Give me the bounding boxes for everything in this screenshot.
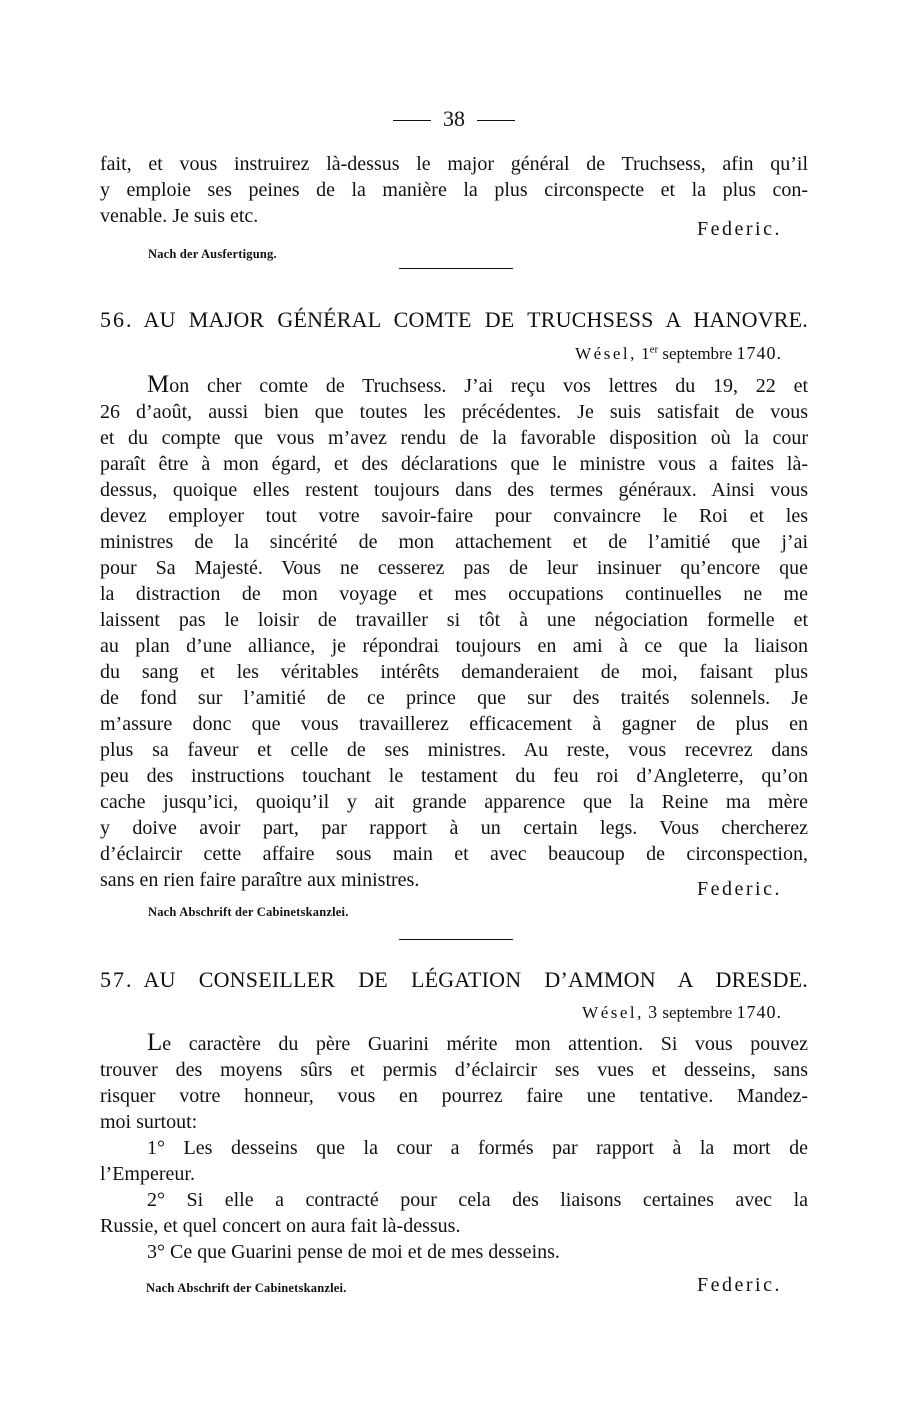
letter-number: 57. [100,967,134,992]
page-number-dash-right [477,120,515,121]
letter-title: AU CONSEILLER DE LÉGATION D’AMMON A DRESDE. [143,967,808,992]
page-number: 38 [100,106,808,132]
text-line: moi surtout: [100,1111,198,1133]
text-line: plus sa faveur et celle de ses ministres. Au reste, vous recevrez dans [100,739,808,761]
section-divider [399,268,513,269]
text-line: au plan d’une alliance, je répondrai toujours en ami à ce que la liaison [100,635,808,657]
text-line: Le caractère du père Guarini mérite mon attention. Si vous pouvez [147,1029,808,1056]
text-line: devez employer tout votre savoir-faire pour convaincre le Roi et les [100,505,808,527]
page-number-dash-left [393,120,431,121]
text-line: y emploie ses peines de la manière la plus circonspecte et la plus con- [100,179,808,201]
list-marker: 2° [147,1189,165,1211]
text-line: cache jusqu’ici, quoiqu’il y ait grande apparence que la Reine ma mère [100,791,808,813]
text-line: Russie, et quel concert on aura fait là-dessus. [100,1215,461,1237]
text-line: Mon cher comte de Truchsess. J’ai reçu vos lettres du 19, 22 et [147,371,808,398]
text-line: du sang et les véritables intérêts demanderaient de moi, faisant plus [100,661,808,683]
list-marker: 3° [147,1241,165,1263]
source-note: Nach Abschrift der Cabinetskanzlei. [148,905,349,919]
text-line: sans en rien faire paraître aux ministres. [100,869,420,891]
text-line: l’Empereur. [100,1163,195,1185]
letter-heading [100,966,808,994]
text-line: y doive avoir part, par rapport à un certain legs. Vous chercherez [100,817,808,839]
text-line: la distraction de mon voyage et mes occupations continuelles ne me [100,583,808,605]
text-line: peu des instructions touchant le testament du feu roi d’Angleterre, qu’on [100,765,808,787]
source-note: Nach Abschrift der Cabinetskanzlei. [146,1281,347,1295]
text-line: paraît être à mon égard, et des déclarations que le ministre vous a faites là- [100,453,808,475]
letter-body [100,372,808,893]
text-line: trouver des moyens sûrs et permis d’éclaircir ses vues et desseins, sans [100,1059,808,1081]
text-line: m’assure donc que vous travaillerez efficacement à gagner de plus en [100,713,808,735]
letter-heading [100,306,808,334]
signature: Federic. [697,878,782,900]
text-line: d’éclaircir cette affaire sous main et avec beaucoup de circonspection, [100,843,808,865]
list-item: 2° Si elle a contracté pour cela des liaisons certaines avec la [147,1189,808,1211]
text-line: laissent pas le loisir de travailler si tôt à une négociation formelle et [100,609,808,631]
letter-title: AU MAJOR GÉNÉRAL COMTE DE TRUCHSESS A HANOVRE. [143,307,808,332]
text-line: dessus, quoique elles restent toujours dans des termes généraux. Ainsi vous [100,479,808,501]
text-line: et du compte que vous m’avez rendu de la favorable disposition où la cour [100,427,808,449]
source-note: Nach der Ausfertigung. [148,247,277,261]
text-line: pour Sa Majesté. Vous ne cesserez pas de leur insinuer qu’encore que [100,557,808,579]
text-line: fait, et vous instruirez là-dessus le major général de Truchsess, afin qu’il [100,153,808,175]
text-line: de fond sur l’amitié de ce prince que sur des traités solennels. Je [100,687,808,709]
signature: Federic. [697,1274,782,1296]
letter-date: Wésel, 1er septembre 1740. [575,343,782,363]
list-item: 3° Ce que Guarini pense de moi et de mes desseins. [147,1241,560,1263]
signature: Federic. [697,218,782,240]
letter-date: Wésel, 3 septembre 1740. [582,1002,782,1022]
text-line: 26 d’août, aussi bien que toutes les précédentes. Je suis satisfait de vous [100,401,808,423]
text-line: risquer votre honneur, vous en pourrez faire une tentative. Mandez- [100,1085,808,1107]
list-item: 1° Les desseins que la cour a formés par rapport à la mort de [147,1137,809,1159]
text-line: ministres de la sincérité de mon attachement et de l’amitié que j’ai [100,531,808,553]
section-divider [399,939,513,940]
list-marker: 1° [147,1137,165,1159]
letter-body [100,1030,808,1265]
text-line: venable. Je suis etc. [100,205,259,227]
letter-number: 56. [100,307,134,332]
